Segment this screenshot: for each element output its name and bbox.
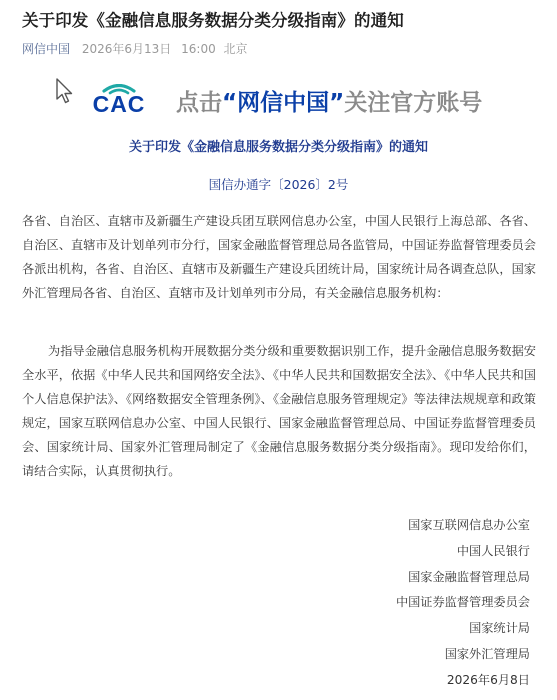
sign-date: 2026年6月8日 — [446, 672, 530, 687]
banner-suffix: 关注官方账号 — [344, 90, 483, 116]
signatory: 中国证券监督管理委员会 — [395, 595, 530, 610]
addressees-paragraph: 各省、自治区、直辖市及新疆生产建设兵团互联网信息办公室，中国人民银行上海总部、各省、自治区、直辖市及计划单列市分行，国家金融监督管理总局各监管局，中国证券监督管理委员会各派出机构，各省、自治区、直辖市及新疆生产建设兵团统计局，国家统计局各调查总队，国家外汇管理局各省、自治区、直辖市及计划单列市分局，有关金融信息服务机构： — [22, 214, 536, 300]
article-title: 关于印发《金融信息服务数据分类分级指南》的通知 — [22, 11, 404, 30]
banner-prefix: 点击 — [176, 90, 222, 116]
signatory: 国家统计局 — [469, 621, 530, 636]
signatory: 国家金融监督管理总局 — [408, 569, 530, 584]
document-heading: 关于印发《金融信息服务数据分类分级指南》的通知 — [128, 140, 428, 155]
publish-date: 2026年6月13日 — [81, 42, 172, 56]
source-account-link[interactable]: 网信中国 — [22, 42, 71, 56]
signatory: 国家外汇管理局 — [444, 646, 530, 661]
publish-location: 北京 — [223, 42, 248, 56]
banner-text — [176, 84, 482, 117]
body-paragraph: 为指导金融信息服务机构开展数据分类分级和重要数据识别工作，提升金融信息服务数据安全水平，依据《中华人民共和国网络安全法》、《中华人民共和国数据安全法》、《中华人民共和国个人信息保护法》、《网络数据安全管理条例》、《金融信息服务管理规定》等法律法规规章和政策规定，国家互联网信息办公室、中国人民银行、国家金融监督管理总局、中国证券监督管理委员会、国家统计局、国家外汇管理局制定了《金融信息服务数据分类分级指南》。现印发给你们，请结合实际，认真贯彻执行。 — [22, 344, 536, 478]
banner-highlight: “网信中国” — [222, 90, 345, 116]
signature-block — [396, 513, 530, 694]
mouse-pointer-icon — [55, 78, 73, 104]
cac-logo-icon — [73, 84, 165, 114]
follow-account-banner[interactable] — [55, 76, 500, 118]
signatory: 国家互联网信息办公室 — [408, 518, 530, 532]
publish-time: 16:00 — [181, 42, 216, 56]
signatory: 中国人民银行 — [456, 543, 530, 558]
document-number: 国信办通字〔2026〕2号 — [208, 177, 349, 192]
cac-logo-text: CAC — [92, 91, 146, 114]
article-meta — [22, 40, 248, 57]
